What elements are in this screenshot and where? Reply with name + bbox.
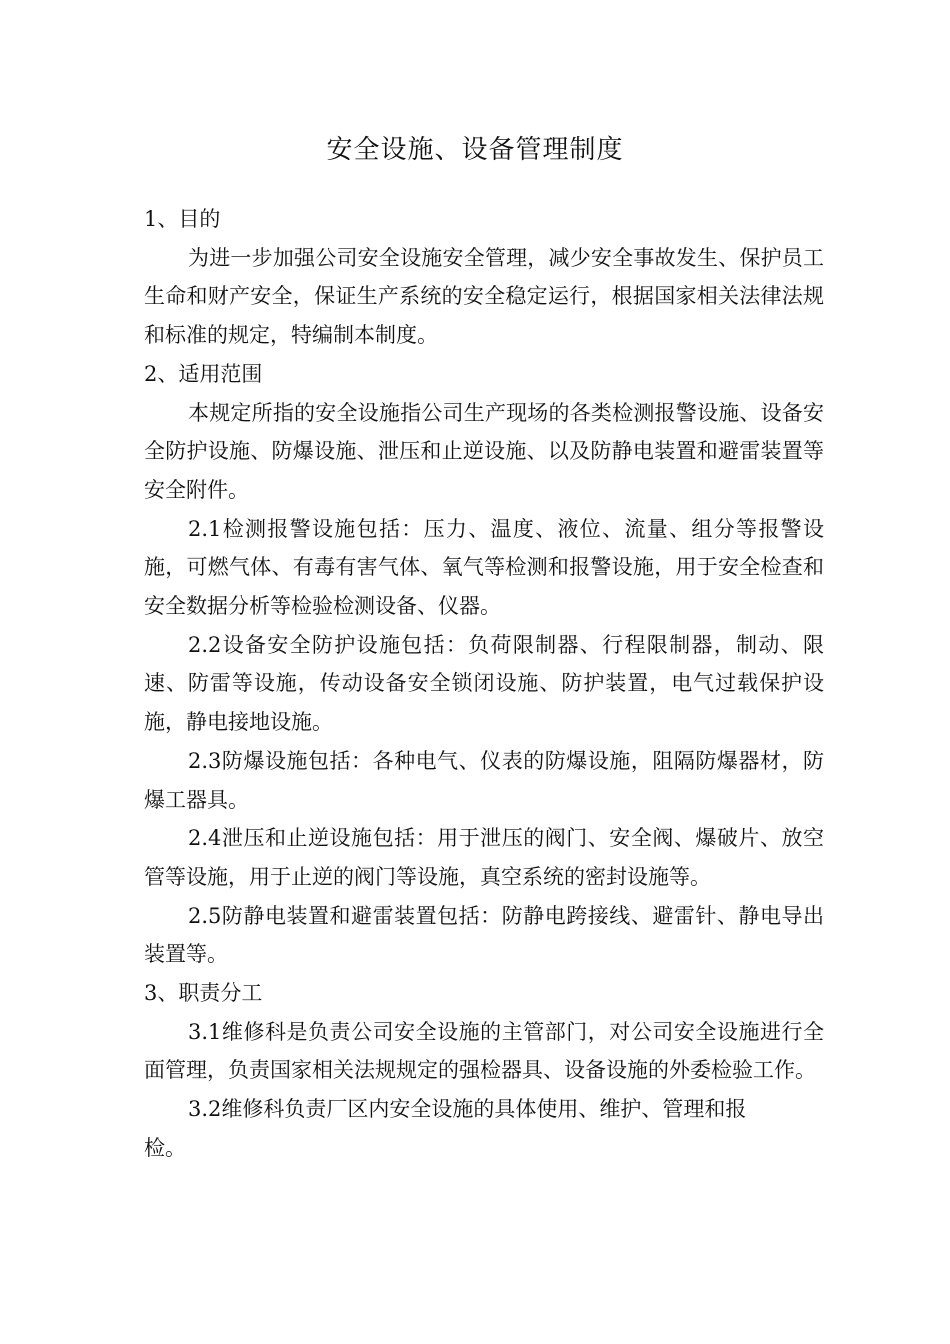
paragraph-purpose: 为进一步加强公司安全设施安全管理，减少安全事故发生、保护员工生命和财产安全，保证生产系统的安全稳定运行，根据国家相关法律法规和标准的规定，特编制本制度。 (144, 245, 824, 348)
paragraph-item-2-1: 2.1检测报警设施包括：压力、温度、液位、流量、组分等报警设施，可燃气体、有毒有害气体、氧气等检测和报警设施，用于安全检查和安全数据分析等检验检测设备、仪器。 (144, 516, 824, 619)
document-title: 安全设施、设备管理制度 (326, 135, 624, 165)
paragraph-item-2-5: 2.5防静电装置和避雷装置包括：防静电跨接线、避雷针、静电导出装置等。 (144, 903, 824, 967)
paragraph-item-2-3: 2.3防爆设施包括：各种电气、仪表的防爆设施，阻隔防爆器材，防爆工器具。 (144, 748, 824, 812)
document-body (144, 200, 824, 1168)
paragraph-item-3-1: 3.1维修科是负责公司安全设施的主管部门，对公司安全设施进行全面管理，负责国家相关法规规定的强检器具、设备设施的外委检验工作。 (144, 1019, 824, 1083)
paragraph-item-3-2: 3.2维修科负责厂区内安全设施的具体使用、维护、管理和报检。 (144, 1097, 747, 1160)
paragraph-scope: 本规定所指的安全设施指公司生产现场的各类检测报警设施、设备安全防护设施、防爆设施、泄压和止逆设施、以及防静电装置和避雷装置等安全附件。 (144, 400, 824, 502)
paragraph-item-2-2: 2.2设备安全防护设施包括：负荷限制器、行程限制器，制动、限速、防雷等设施，传动设备安全锁闭设施、防护装置，电气过载保护设施，静电接地设施。 (144, 632, 824, 735)
section-heading-scope: 2、适用范围 (144, 361, 263, 386)
paragraph-item-2-4: 2.4泄压和止逆设施包括：用于泄压的阀门、安全阀、爆破片、放空管等设施，用于止逆的阀门等设施，真空系统的密封设施等。 (144, 826, 824, 889)
section-heading-purpose: 1、目的 (144, 207, 221, 231)
section-heading-responsibilities: 3、职责分工 (144, 981, 263, 1006)
